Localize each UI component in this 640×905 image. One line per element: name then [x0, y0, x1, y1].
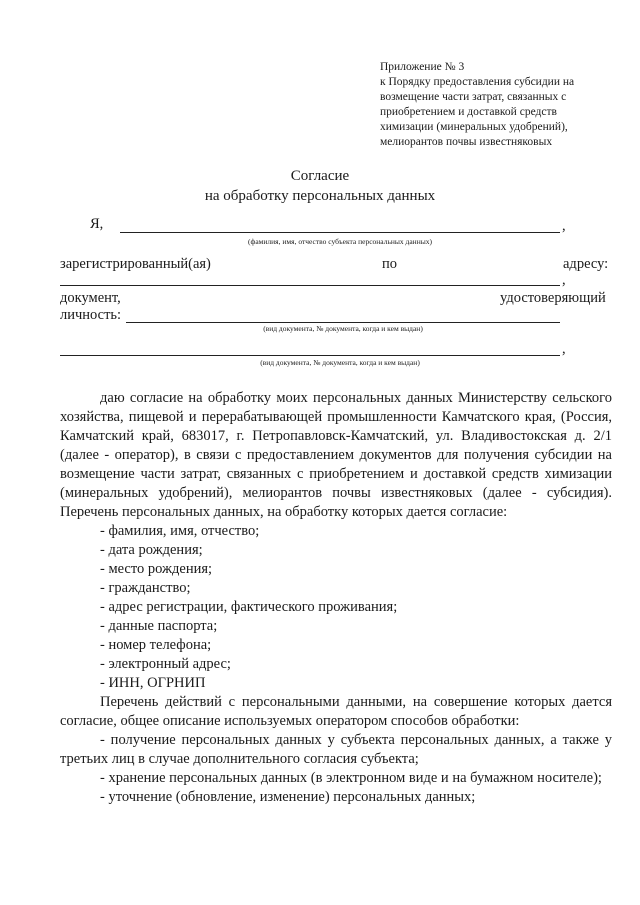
appendix-line: мелиорантов почвы известняковых	[380, 136, 553, 148]
list-item: - гражданство;	[100, 580, 191, 596]
list-item: - фамилия, имя, отчество;	[100, 523, 260, 539]
po-label: по	[382, 256, 398, 272]
list-item: - номер телефона;	[100, 637, 212, 653]
list-item: - данные паспорта;	[100, 618, 218, 634]
actions-paragraph: Перечень действий с персональными данными, на совершение которых дается согласие, общее описание используемых оператором способов обработки:	[60, 694, 612, 729]
address-label: адресу:	[563, 256, 609, 272]
list-item: - дата рождения;	[100, 542, 203, 558]
document-comma: ,	[562, 341, 566, 357]
document-label: документ,	[60, 290, 121, 306]
appendix-line: химизации (минеральных удобрений),	[380, 121, 568, 133]
document-subtitle: на обработку персональных данных	[204, 188, 436, 204]
list-item: - ИНН, ОГРНИП	[100, 675, 206, 691]
address-comma: ,	[562, 272, 566, 288]
appendix-line: Приложение № 3	[380, 61, 465, 73]
name-caption: (фамилия, имя, отчество субъекта персональных данных)	[247, 237, 432, 246]
list-item: - электронный адрес;	[100, 656, 231, 672]
action-item: - хранение персональных данных (в электронном виде и на бумажном носителе);	[100, 770, 602, 786]
identity-label: личность:	[60, 307, 122, 323]
name-blank-line	[120, 232, 560, 233]
document-blank-line-2	[60, 355, 560, 356]
document-title: Согласие	[290, 168, 350, 184]
consent-paragraph: даю согласие на обработку моих персональных данных Министерству сельского хозяйства, пищевой и перерабатывающей промышленности Камчатского края, (Россия, Камчатский край, 683017, г. Петропавловск-Камчатский, ул. Владивостокская д. 2/1 (далее - оператор), в связи с предоставлением документов для получения субсидии на возмещение части затрат, связанных с приобретением и доставкой средств химизации (минеральных удобрений), мелиорантов почвы известняковых (далее - субсидия). Перечень персональных данных, на обработку которых дается согласие:	[60, 390, 612, 520]
list-item: - адрес регистрации, фактического проживания;	[100, 599, 398, 615]
address-blank-line	[60, 285, 560, 286]
document-blank-line	[126, 322, 560, 323]
document-caption: (вид документа, № документа, когда и кем выдан)	[263, 324, 423, 333]
appendix-line: приобретением и доставкой средств	[380, 106, 557, 118]
consent-body	[60, 389, 612, 807]
action-item: - уточнение (обновление, изменение) персональных данных;	[100, 789, 476, 805]
appendix-line: возмещение части затрат, связанных с	[380, 91, 567, 103]
action-item: - получение персональных данных у субъекта персональных данных, а также у третьих лиц в случае дополнительного согласия субъекта;	[60, 732, 612, 767]
list-item: - место рождения;	[100, 561, 213, 577]
name-comma: ,	[562, 218, 566, 234]
document-caption-2: (вид документа, № документа, когда и кем выдан)	[260, 358, 420, 367]
appendix-header	[380, 60, 574, 150]
i-label: Я,	[90, 216, 104, 232]
appendix-line: к Порядку предоставления субсидии на	[380, 76, 575, 88]
certifying-label: удостоверяющий	[500, 290, 606, 306]
registered-label: зарегистрированный(ая)	[60, 256, 211, 272]
